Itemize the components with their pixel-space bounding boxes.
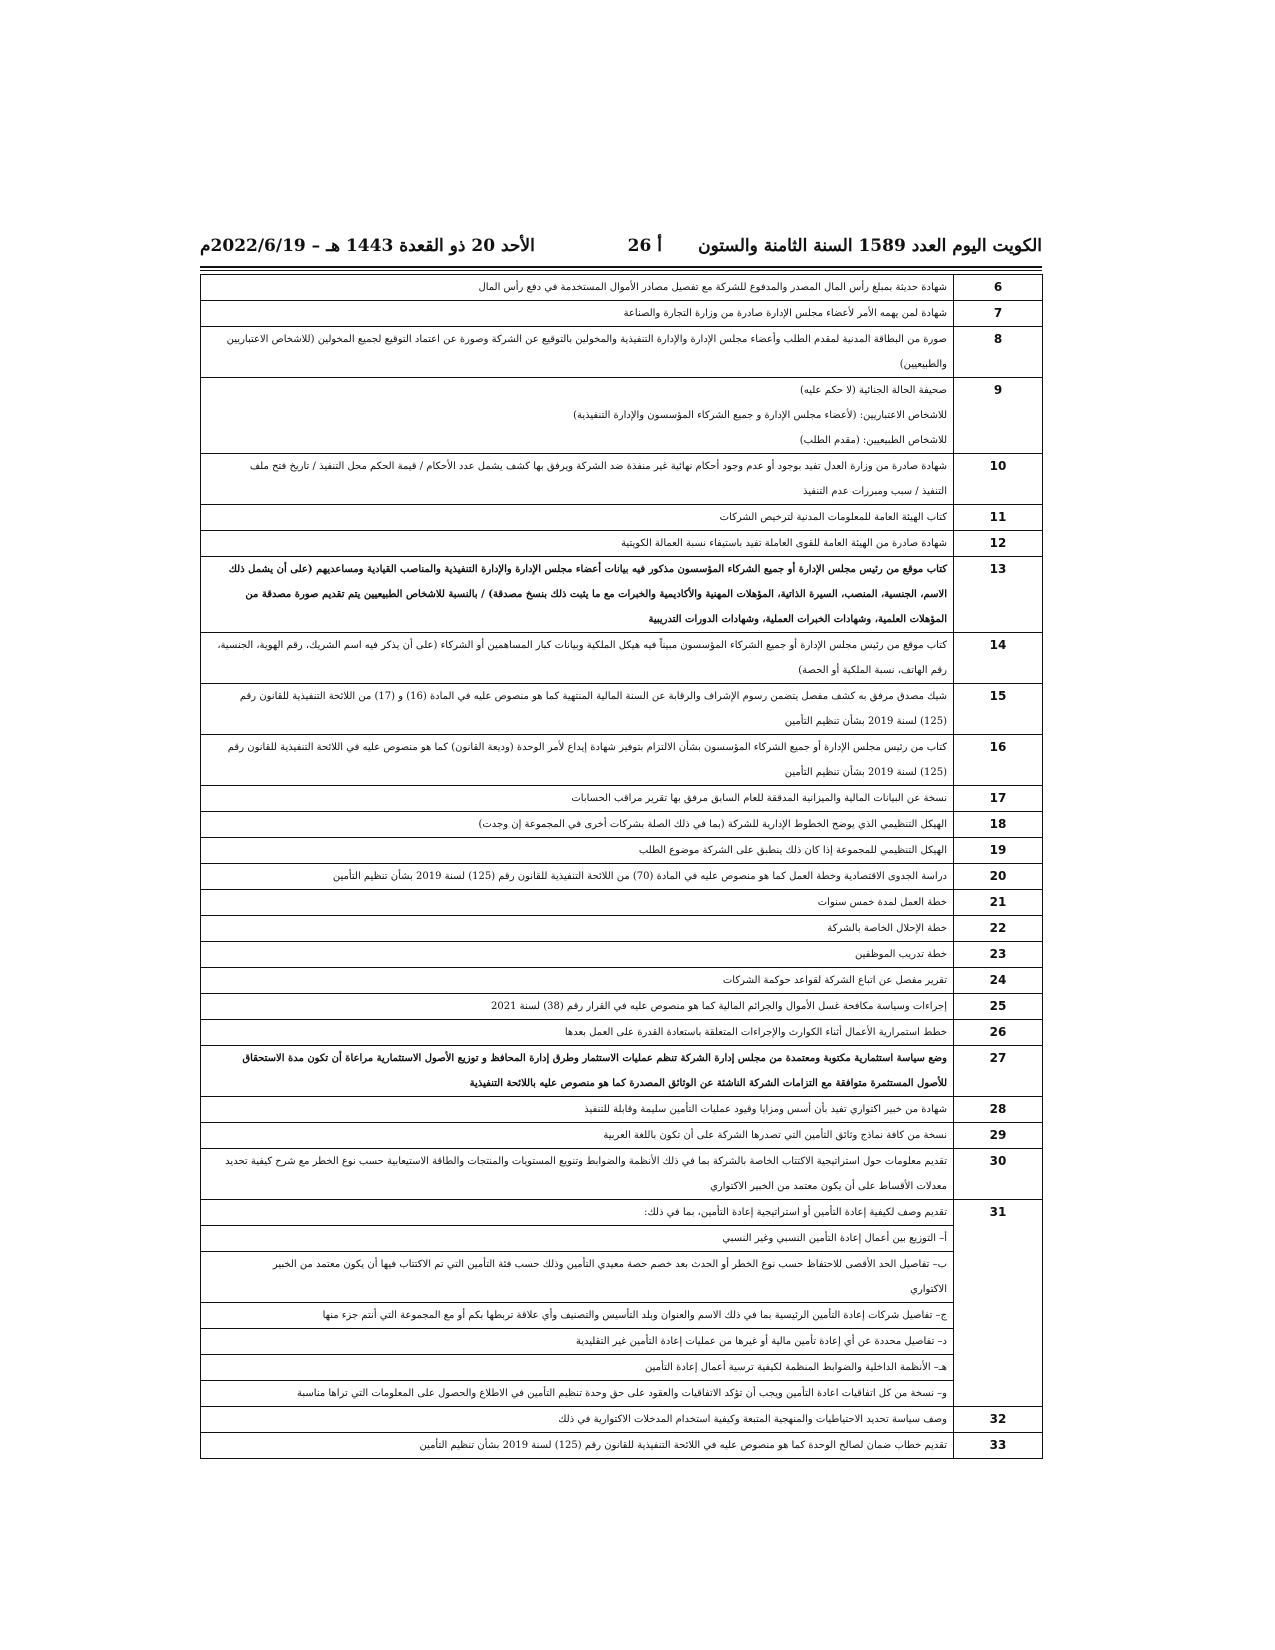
item-description (201, 1200, 954, 1407)
item-description (201, 735, 954, 786)
text-line: خطة تدريب الموظفين (855, 949, 947, 960)
item-number: 19 (954, 838, 1043, 864)
text-line: الاسم، الجنسية، المنصب، السيرة الذاتية، المؤهلات المهنية والأكاديمية والخبرات مع ما يثبت ذلك بنسخ مصدقة) / بالنسبة للاشخاص الطبيعيين يتم تقديم صورة مصدقة من (245, 589, 947, 600)
table-row (201, 454, 1043, 505)
text-line: تقديم وصف لكيفية إعادة التأمين أو استراتيجية إعادة التأمين، بما في ذلك: (644, 1207, 947, 1218)
item-description (201, 1097, 954, 1123)
header-rule (200, 266, 1042, 268)
item-number: 9 (954, 378, 1043, 454)
publication-date: الأحد 20 ذو القعدة 1443 هـ – 2022/6/19م (200, 236, 535, 256)
table-row (201, 275, 1043, 301)
table-row (201, 1097, 1043, 1123)
table-row (201, 812, 1043, 838)
item-description (201, 1407, 954, 1433)
item-description (201, 633, 954, 684)
item-description (201, 275, 954, 301)
sub-item (201, 1354, 953, 1380)
item-number: 21 (954, 890, 1043, 916)
item-number: 22 (954, 916, 1043, 942)
text-line: للاشخاص الاعتباريين: (لأعضاء مجلس الإدارة و جميع الشركاء المؤسسون والإدارة التنفيذية) (573, 410, 947, 421)
text-line: خطة الإحلال الخاصة بالشركة (827, 923, 947, 934)
sub-item (201, 1225, 953, 1251)
text-line: شهادة حديثة بمبلغ رأس المال المصدر والمدفوع للشركة مع تفصيل مصادر الأموال المستخدمة في دفع رأس المال (478, 282, 947, 293)
item-number: 31 (954, 1200, 1043, 1407)
table-row (201, 968, 1043, 994)
table-row (201, 505, 1043, 531)
item-number: 33 (954, 1433, 1043, 1459)
item-description (201, 994, 954, 1020)
text-line: والطبيعيين) (899, 359, 947, 370)
item-description (201, 942, 954, 968)
item-description (201, 684, 954, 735)
item-number: 28 (954, 1097, 1043, 1123)
item-number: 24 (954, 968, 1043, 994)
item-description (201, 505, 954, 531)
text-line: الاكتواري (910, 1284, 947, 1295)
text-line: تقرير مفصل عن اتباع الشركة لقواعد حوكمة الشركات (722, 975, 947, 986)
table-row (201, 994, 1043, 1020)
text-line: خطة العمل لمدة خمس سنوات (817, 897, 947, 908)
item-description (201, 838, 954, 864)
text-line: الهيكل التنظيمي الذي يوضح الخطوط الإدارية للشركة (بما في ذلك الصلة بشركات أخرى في المجموعة إن وجدت) (478, 819, 947, 830)
text-line: صورة من البطاقة المدنية لمقدم الطلب وأعضاء مجلس الإدارة والإدارة التنفيذية والمخولين بالتوقيع عن الشركة وصورة عن اعتماد التوقيع لجميع المخولين (للاشخاص الاعتباريين (226, 334, 947, 345)
item-description (201, 454, 954, 505)
text-line: كتاب موقع من رئيس مجلس الإدارة أو جميع الشركاء المؤسسون مذكور فيه بيانات أعضاء مجلس الإدارة والإدارة التنفيذية والمناصب القيادية ومساعديهم (على أن يشمل ذلك (228, 564, 947, 575)
item-description (201, 786, 954, 812)
item-description (201, 557, 954, 633)
item-description (201, 1020, 954, 1046)
item-number: 12 (954, 531, 1043, 557)
text-line: د– تفاصيل محددة عن أي إعادة تأمين مالية أو غيرها من عمليات إعادة التأمين غير التقليدية (575, 1336, 947, 1347)
item-description (201, 812, 954, 838)
table-row (201, 864, 1043, 890)
item-number: 11 (954, 505, 1043, 531)
sub-item (201, 1200, 953, 1225)
text-line: المؤهلات العلمية، وشهادات الخبرات العملية، وشهادات الدورات التدريبية (648, 614, 947, 625)
item-number: 25 (954, 994, 1043, 1020)
text-line: شهادة لمن يهمه الأمر لأعضاء مجلس الإدارة صادرة من وزارة التجارة والصناعة (623, 308, 947, 319)
text-line: كتاب الهيئة العامة للمعلومات المدنية لترخيص الشركات (719, 512, 947, 523)
item-description (201, 968, 954, 994)
table-row (201, 1200, 1043, 1407)
sub-item (201, 1302, 953, 1328)
table-row (201, 1123, 1043, 1149)
text-line: ج– تفاصيل شركات إعادة التأمين الرئيسية بما في ذلك الاسم والعنوان وبلد التأسيس والتصنيف وأي علاقة تربطها بكم أو مع المجموعة التي أنتم جزء منها (322, 1310, 947, 1321)
item-description (201, 1433, 954, 1459)
text-line: خطط استمرارية الأعمال أثناء الكوارث والإجراءات المتعلقة باستعادة القدرة على العمل بعدها (564, 1027, 947, 1038)
table-row (201, 684, 1043, 735)
text-line: شيك مصدق مرفق به كشف مفصل يتضمن رسوم الإشراف والرقابة عن السنة المالية المنتهية كما هو منصوص عليه في المادة (16) و (17) من اللائحة التنفيذية للقانون رقم (239, 691, 947, 702)
item-number: 20 (954, 864, 1043, 890)
table-row (201, 1149, 1043, 1200)
table-row (201, 890, 1043, 916)
text-line: وصف سياسة تحديد الاحتياطيات والمنهجية المتبعة وكيفية استخدام المدخلات الاكتوارية في ذلك (558, 1414, 947, 1425)
item-number: 26 (954, 1020, 1043, 1046)
text-line: هـ– الأنظمة الداخلية والضوابط المنظمة لكيفية ترسية أعمال إعادة التأمين (645, 1362, 947, 1373)
gazette-issue-info: الكويت اليوم العدد 1589 السنة الثامنة والستون (698, 236, 1042, 256)
item-description (201, 864, 954, 890)
table-row (201, 735, 1043, 786)
sub-item (201, 1251, 953, 1302)
table-row (201, 916, 1043, 942)
table-row (201, 1020, 1043, 1046)
text-line: نسخة عن البيانات المالية والميزانية المدققة للعام السابق مرفق بها تقرير مراقب الحسابات (571, 793, 947, 804)
text-line: كتاب موقع من رئيس مجلس الإدارة أو جميع الشركاء المؤسسون مبيناً فيه هيكل الملكية وبيانات كبار المساهمين أو الشركاء (على أن يذكر فيه اسم الشريك، رقم الهوية، الجنسية، (217, 640, 947, 651)
item-number: 30 (954, 1149, 1043, 1200)
text-line: التنفيذ / سبب ومبررات عدم التنفيذ (803, 486, 947, 497)
text-line: أ– التوزيع بين أعمال إعادة التأمين النسبي وغير النسبي (722, 1233, 947, 1244)
table-row (201, 786, 1043, 812)
text-line: صحيفة الحالة الجنائية (لا حكم عليه) (799, 385, 947, 396)
item-number: 15 (954, 684, 1043, 735)
item-description (201, 301, 954, 327)
item-number: 23 (954, 942, 1043, 968)
item-description (201, 378, 954, 454)
table-row (201, 1407, 1043, 1433)
item-number: 27 (954, 1046, 1043, 1097)
item-description (201, 327, 954, 378)
table-row (201, 838, 1043, 864)
text-line: رقم الهاتف، نسبة الملكية أو الحصة) (798, 665, 947, 676)
item-description (201, 1046, 954, 1097)
text-line: معدلات الأقساط على أن يكون معتمد من الخبير الاكتواري (710, 1181, 947, 1192)
table-row (201, 301, 1043, 327)
text-line: نسخة من كافة نماذج وثائق التأمين التي تصدرها الشركة على أن تكون باللغة العربية (603, 1130, 947, 1141)
item-number: 29 (954, 1123, 1043, 1149)
text-line: للأصول المستثمرة متوافقة مع التزامات الشركة الناشئة عن الوثائق المصدرة كما هو منصوص عليه باللائحة التنفيذية (469, 1078, 947, 1089)
item-description (201, 1123, 954, 1149)
item-number: 16 (954, 735, 1043, 786)
text-line: تقديم معلومات حول استراتيجية الاكتتاب الخاصة بالشركة بما في ذلك الأنظمة والضوابط وتنويع المستويات والمنتجات والطاقة الاستيعابية حسب نوع الخطر مع شرح كيفية تحديد (225, 1156, 947, 1167)
text-line: شهادة من خبير اكتواري تفيد بأن أسس ومزايا وقيود عمليات التأمين سليمة وقابلة للتنفيذ (584, 1104, 947, 1115)
page-header (200, 236, 1042, 262)
item-number: 6 (954, 275, 1043, 301)
text-line: كتاب من رئيس مجلس الإدارة أو جميع الشركاء المؤسسون بشأن الالتزام بتوفير شهادة إيداع لأمر الوحدة (وديعة القانون) كما هو منصوص عليه في اللائحة التنفيذية للقانون رقم (227, 742, 947, 753)
text-line: الهيكل التنظيمي للمجموعة إذا كان ذلك ينطبق على الشركة موضوع الطلب (638, 845, 947, 856)
item-number: 13 (954, 557, 1043, 633)
item-number: 17 (954, 786, 1043, 812)
table-row (201, 378, 1043, 454)
item-description (201, 1149, 954, 1200)
item-number: 8 (954, 327, 1043, 378)
text-line: ب– تفاصيل الحد الأقصى للاحتفاظ حسب نوع الخطر أو الحدث بعد خصم حصة معيدي التأمين وذلك حسب فئة التأمين التي تم الاكتتاب فيها أن يكون معتمد من الخبير (272, 1259, 947, 1270)
text-line: تقديم خطاب ضمان لصالح الوحدة كما هو منصوص عليه في اللائحة التنفيذية للقانون رقم (125) لسنة 2019 بشأن تنظيم التأمين (419, 1440, 947, 1451)
item-number: 14 (954, 633, 1043, 684)
item-description (201, 916, 954, 942)
item-number: 32 (954, 1407, 1043, 1433)
text-line: و– نسخة من كل اتفاقيات اعادة التأمين ويجب أن تؤكد الاتفاقيات والعقود على حق وحدة تنظيم التأمين في الاطلاع والحصول على المعلومات التي تراها مناسبة (297, 1388, 947, 1399)
sub-item (201, 1380, 953, 1406)
sub-item (201, 1328, 953, 1354)
text-line: (125) لسنة 2019 بشأن تنظيم التأمين (784, 767, 947, 778)
table-row (201, 1433, 1043, 1459)
requirements-table (200, 274, 1043, 1459)
table-row (201, 1046, 1043, 1097)
text-line: دراسة الجدوى الاقتصادية وخطة العمل كما هو منصوص عليه في المادة (70) من اللائحة التنفيذية للقانون رقم (125) لسنة 2019 بشأن تنظيم التأمين (332, 871, 947, 882)
text-line: (125) لسنة 2019 بشأن تنظيم التأمين (784, 716, 947, 727)
item-number: 7 (954, 301, 1043, 327)
table-row (201, 557, 1043, 633)
table-row (201, 942, 1043, 968)
table-row (201, 531, 1043, 557)
item-description (201, 890, 954, 916)
text-line: وضع سياسة استثمارية مكتوبة ومعتمدة من مجلس إدارة الشركة تنظم عمليات الاستثمار وطرق إدارة المحافظ و توزيع الأصول الاستثمارية مراعاة أن تكون مدة الاستحقاق (242, 1053, 947, 1064)
text-line: للاشخاص الطبيعيين: (مقدم الطلب) (799, 435, 947, 446)
table-row (201, 327, 1043, 378)
item-description (201, 531, 954, 557)
text-line: إجراءات وسياسة مكافحة غسل الأموال والجرائم المالية كما هو منصوص عليه في القرار رقم (38) لسنة 2021 (491, 1001, 947, 1012)
header-rule-thin (200, 270, 1042, 271)
table-row (201, 633, 1043, 684)
text-line: شهادة صادرة من الهيئة العامة للقوى العاملة تفيد باستيفاء نسبة العمالة الكويتية (621, 538, 947, 549)
text-line: شهادة صادرة من وزارة العدل تفيد بوجود أو عدم وجود أحكام نهائية غير منفذة ضد الشركة ويرفق بها كشف يشمل عدد الأحكام / قيمة الحكم محل التنفيذ / تاريخ فتح ملف (249, 461, 947, 472)
page-number: أ 26 (627, 236, 662, 256)
item-number: 10 (954, 454, 1043, 505)
item-number: 18 (954, 812, 1043, 838)
